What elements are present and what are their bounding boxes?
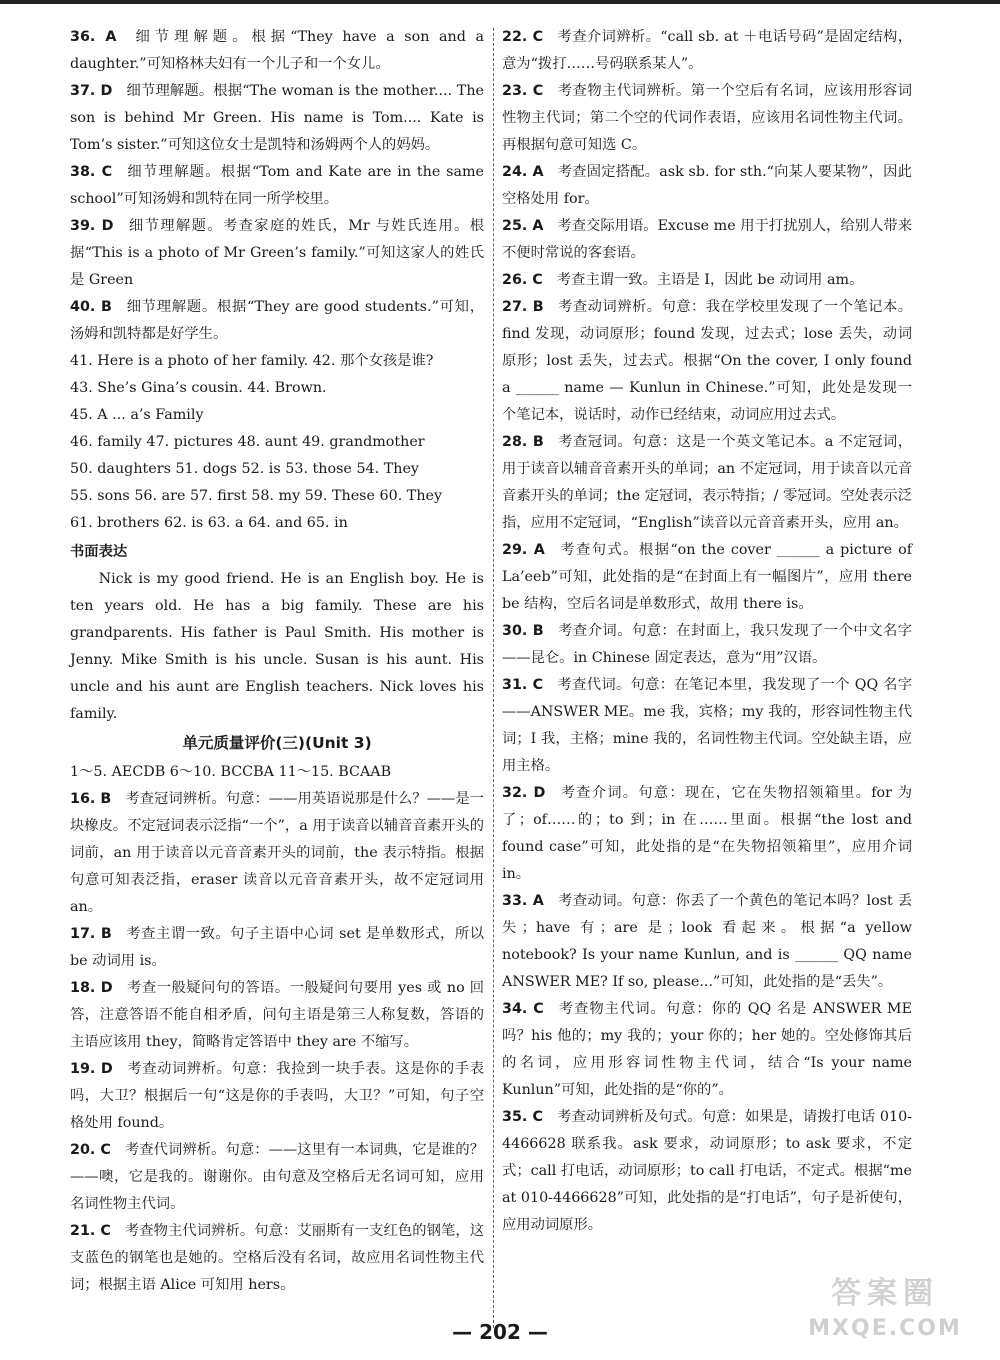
answer-item	[502, 672, 912, 780]
answer-item	[502, 429, 912, 537]
answer-number: 24. A	[502, 164, 544, 180]
mc-answers: 1～5. AECDB 6～10. BCCBA 11～15. BCAAB	[70, 764, 392, 780]
answer-explanation: 细节理解题。根据“They have a son and a daughter.”可知格林夫妇有一个儿子和一个女儿。	[70, 29, 485, 72]
answer-item	[502, 294, 912, 429]
answer-number: 22. C	[502, 29, 544, 45]
answer-explanation: 考查介词。句意：现在，它在失物招领箱里。for 为了；of……的；to 到；in 在……里面。根据“the lost and found case”可知，此处指的是“在失物招领箱里”，应用介词 in。	[502, 785, 912, 882]
unit-title: 单元质量评价(三)(Unit 3)	[182, 734, 372, 752]
answer-number: 34. C	[502, 1001, 544, 1017]
short-answer-line: 46. family 47. pictures 48. aunt 49. grandmother	[70, 434, 425, 450]
answer-explanation: 细节理解题。根据“The woman is the mother.... The son is behind Mr Green. His name is Tom.... Kate is Tom’s sister.”可知这位女士是凯特和汤姆两个人的妈妈。	[70, 83, 484, 153]
answer-item	[70, 294, 484, 348]
answer-number: 31. C	[502, 677, 544, 693]
short-answer-line: 41. Here is a photo of her family. 42. 那个女孩是谁?	[70, 353, 434, 369]
answer-item	[502, 1104, 912, 1239]
answer-explanation: 考查动词辨析。句意：我捡到一块手表。这是你的手表吗，大卫？根据后一句“这是你的手表吗，大卫？”可知，句子空格处用 found。	[70, 1061, 485, 1131]
answer-number: 16. B	[70, 791, 112, 807]
answer-explanation: 考查冠词。句意：这是一个英文笔记本。a 不定冠词，用于读音以辅音音素开头的单词；an 不定冠词，用于读音以元音音素开头的单词；the 定冠词，表示特指；/ 零冠词。空处表示泛指，应用不定冠词，“English”读音以元音音素开头，应用 an。	[502, 434, 912, 531]
answer-item	[502, 78, 912, 159]
answer-number: 28. B	[502, 434, 544, 450]
short-answer-line: 55. sons 56. are 57. first 58. my 59. These 60. They	[70, 488, 443, 504]
answer-item	[70, 786, 484, 921]
writing-heading: 书面表达	[70, 544, 128, 560]
answer-number: 33. A	[502, 893, 544, 909]
column-divider	[493, 28, 494, 1328]
short-answer-line: 45. A ... a’s Family	[70, 407, 204, 423]
answer-item	[502, 159, 912, 213]
right-column	[502, 24, 912, 1239]
short-answer-line: 50. daughters 51. dogs 52. is 53. those 54. They	[70, 461, 420, 477]
page-number: — 202 —	[452, 1320, 548, 1344]
answer-item	[70, 159, 484, 213]
answer-item	[502, 267, 912, 294]
answer-item	[502, 24, 912, 78]
answer-item	[70, 24, 484, 78]
watermark-logo: 答案圈 MXQE.COM	[808, 1276, 962, 1341]
answer-explanation: 考查句式。根据“on the cover ______ a picture of La’eeb”可知，此处指的是“在封面上有一幅图片”，应用 there be 结构，空后名词是单数形式，故用 there is。	[502, 542, 912, 612]
answer-explanation: 考查冠词辨析。句意：——用英语说那是什么？——是一块橡皮。不定冠词表示泛指“一个”，a 用于读音以辅音音素开头的词前，an 用于读音以元音音素开头的词前，the 表示特指。根据句意可知表泛指，eraser 读音以元音音素开头，故不定冠词用 an。	[70, 791, 485, 915]
answer-item	[502, 213, 912, 267]
answer-item	[70, 1218, 484, 1299]
answer-item	[502, 996, 912, 1104]
answer-number: 37. D	[70, 83, 113, 99]
answer-explanation: 考查动词辨析。句意：我在学校里发现了一个笔记本。find 发现，动词原形；found 发现，过去式；lose 丢失，动词原形；lost 丢失，过去式。根据“On the cover, I only found a ______ name — Kunlun in Chinese.”可知，此处是发现一个笔记本，说话时，动作已经结束，动词应用过去式。	[502, 299, 912, 423]
answer-number: 30. B	[502, 623, 544, 639]
answer-number: 26. C	[502, 272, 543, 288]
answer-explanation: 考查固定搭配。ask sb. for sth.“向某人要某物”，因此空格处用 for。	[502, 164, 912, 207]
answer-explanation: 考查交际用语。Excuse me 用于打扰别人，给别人带来不便时常说的客套语。	[502, 218, 912, 261]
top-rule	[0, 0, 1000, 4]
left-column	[70, 24, 484, 1299]
answer-explanation: 考查代词辨析。句意：——这里有一本词典，它是谁的？——噢，它是我的。谢谢你。由句意及空格后无名词可知，应用名词性物主代词。	[70, 1142, 485, 1212]
answer-explanation: 考查动词辨析及句式。句意：如果是，请拨打电话 010-4466628 联系我。ask 要求，动词原形；to ask 要求，不定式；call 打电话，动词原形；to call 打电话，不定式。根据“me at 010-4466628”可知，此处指的是“打电话”，句子是祈使句，应用动词原形。	[502, 1109, 913, 1233]
answer-explanation: 考查物主代词辨析。第一个空后有名词，应该用形容词性物主代词；第二个空的代词作表语，应该用名词性物主代词。再根据句意可知选 C。	[502, 83, 912, 153]
answer-explanation: 考查一般疑问句的答语。一般疑问句要用 yes 或 no 回答，注意答语不能自相矛盾，问句主语是第三人称复数，答语的主语应该用 they，简略肯定答语中 they are 不缩写。	[70, 980, 484, 1050]
answer-item	[70, 213, 484, 294]
answer-item	[70, 975, 484, 1056]
answer-item	[70, 1056, 484, 1137]
answer-number: 19. D	[70, 1061, 113, 1077]
answer-number: 21. C	[70, 1223, 111, 1239]
answer-item	[70, 1137, 484, 1218]
answer-number: 35. C	[502, 1109, 543, 1125]
answer-item	[502, 618, 912, 672]
answer-explanation: 考查物主代词辨析。句意：艾丽斯有一支红色的钢笔，这支蓝色的钢笔也是她的。空格后没有名词，故应用名词性物主代词；根据主语 Alice 可知用 hers。	[70, 1223, 485, 1293]
answer-number: 38. C	[70, 164, 113, 180]
answer-number: 32. D	[502, 785, 546, 801]
answer-item	[70, 78, 484, 159]
answer-explanation: 考查主谓一致。主语是 I，因此 be 动词用 am。	[556, 272, 864, 288]
answer-number: 20. C	[70, 1142, 111, 1158]
answer-explanation: 考查动词。句意：你丢了一个黄色的笔记本吗？lost 丢失；have 有；are 是；look 看起来。根据“a yellow notebook? Is your name Kunlun, and is ______ QQ name ANSWER ME? If so, please...”可知，此处指的是“丢失”。	[502, 893, 912, 990]
answer-number: 17. B	[70, 926, 112, 942]
answer-explanation: 细节理解题。考查家庭的姓氏，Mr 与姓氏连用。根据“This is a photo of Mr Green’s family.”可知这家人的姓氏是 Green	[70, 218, 485, 288]
answer-explanation: 考查物主代词。句意：你的 QQ 名是 ANSWER ME 吗？his 他的；my 我的；your 你的；her 她的。空处修饰其后的名词，应用形容词性物主代词，结合“Is your name Kunlun”可知，此处指的是“你的”。	[502, 1001, 913, 1098]
answer-number: 18. D	[70, 980, 113, 996]
answer-number: 25. A	[502, 218, 544, 234]
answer-item	[502, 888, 912, 996]
answer-number: 40. B	[70, 299, 112, 315]
answer-explanation: 细节理解题。根据“Tom and Kate are in the same school”可知汤姆和凯特在同一所学校里。	[70, 164, 484, 207]
answer-number: 39. D	[70, 218, 114, 234]
answer-number: 36. A	[70, 29, 117, 45]
answer-item	[502, 537, 912, 618]
answer-explanation: 考查介词。句意：在封面上，我只发现了一个中文名字——昆仑。in Chinese 固定表达，意为“用”汉语。	[502, 623, 912, 666]
short-answer-line: 61. brothers 62. is 63. a 64. and 65. in	[70, 515, 348, 531]
answer-item	[70, 921, 484, 975]
answer-explanation: 考查主谓一致。句子主语中心词 set 是单数形式，所以 be 动词用 is。	[70, 926, 484, 969]
answer-explanation: 考查代词。句意：在笔记本里，我发现了一个 QQ 名字——ANSWER ME。me 我，宾格；my 我的，形容词性物主代词；I 我，主格；mine 我的，名词性物主代词。空处缺主语，应用主格。	[502, 677, 912, 774]
answer-number: 23. C	[502, 83, 544, 99]
answer-explanation: 细节理解题。根据“They are good students.”可知，汤姆和凯特都是好学生。	[70, 299, 485, 342]
essay-text: Nick is my good friend. He is an English boy. He is ten years old. He has a big family. These are his grandparents. His father is Paul Smith. His mother is Jenny. Mike Smith is his uncle. Susan is his aunt. His uncle and his aunt are English teachers. Nick loves his family.	[70, 571, 484, 722]
answer-number: 29. A	[502, 542, 545, 558]
answer-number: 27. B	[502, 299, 544, 315]
answer-item	[502, 780, 912, 888]
short-answer-line: 43. She’s Gina’s cousin. 44. Brown.	[70, 380, 327, 396]
answer-explanation: 考查介词辨析。“call sb. at ＋电话号码”是固定结构，意为“拨打……号码联系某人”。	[502, 29, 912, 72]
